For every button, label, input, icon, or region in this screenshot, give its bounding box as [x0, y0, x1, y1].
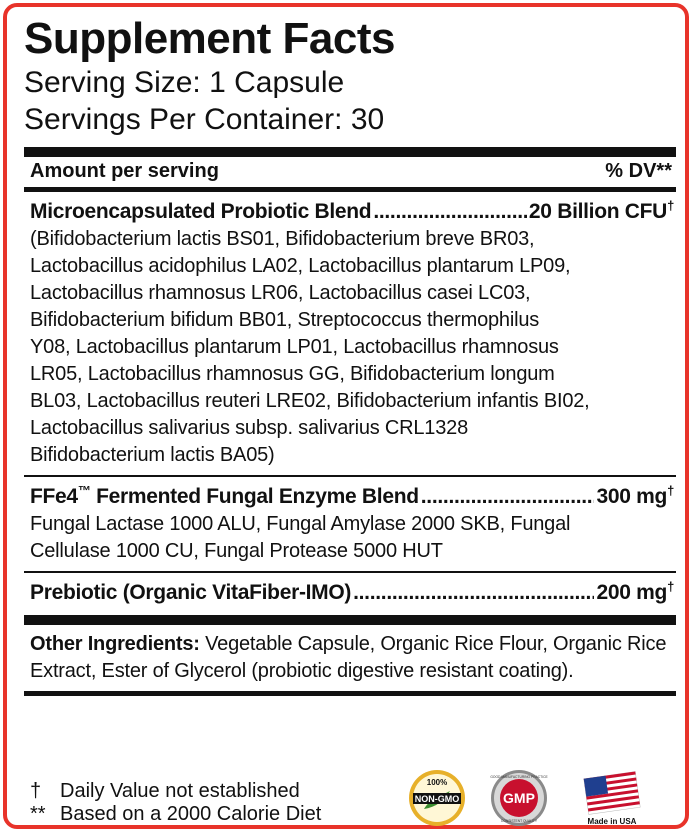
leader-dots	[421, 483, 595, 511]
divider-medium	[24, 691, 676, 696]
footnote-symbol: †	[30, 780, 42, 802]
ingredient-line: Bifidobacterium lactis BA05)	[30, 444, 275, 466]
amount-header-row	[24, 157, 676, 187]
other-ingredients-label: Other Ingredients:	[30, 633, 200, 655]
blend-name: Prebiotic (Organic VitaFiber-IMO)	[30, 581, 352, 604]
dagger-mark: †	[667, 198, 674, 213]
blend-ingredients	[30, 511, 674, 565]
dagger-mark: †	[667, 579, 674, 594]
ingredient-line: Lactobacillus salivarius subsp. salivarius CRL1328	[30, 417, 468, 439]
enzyme-blend	[24, 477, 676, 571]
footnote-text: Daily Value not established	[60, 780, 300, 802]
gmo-main-text: NON-GMO	[414, 794, 460, 804]
divider-thick	[24, 147, 676, 157]
ingredient-line: Y08, Lactobacillus plantarum LP01, Lactobacillus rhamnosus	[30, 336, 559, 358]
leader-dots	[373, 198, 527, 226]
blend-name: FFe4™ Fermented Fungal Enzyme Blend	[30, 483, 419, 508]
blend-ingredients	[30, 226, 674, 469]
supplement-facts-panel	[24, 14, 676, 696]
trademark-mark: ™	[77, 483, 91, 498]
footnote-text: Based on a 2000 Calorie Diet	[60, 803, 322, 825]
footnotes	[30, 780, 321, 826]
ingredient-line: (Bifidobacterium lactis BS01, Bifidobacterium breve BR03,	[30, 228, 535, 250]
other-ingredients	[24, 625, 676, 691]
leader-dots	[353, 579, 594, 607]
gmo-top-text: 100%	[426, 778, 448, 787]
panel-title: Supplement Facts	[24, 14, 395, 63]
footnote-row	[30, 803, 321, 826]
non-gmo-badge-icon	[408, 769, 466, 827]
gmp-ring-top-text: GOOD MANUFACTURING PRACTICE	[490, 775, 548, 779]
blend-name: Microencapsulated Probiotic Blend	[30, 200, 372, 223]
ingredient-line: LR05, Lactobacillus rhamnosus GG, Bifidobacterium longum	[30, 363, 555, 385]
blend-header	[30, 483, 674, 511]
blend-amount: 300 mg†	[596, 483, 674, 508]
ingredient-line: BL03, Lactobacillus reuteri LRE02, Bifidobacterium infantis BI02,	[30, 390, 590, 412]
dv-header: % DV**	[605, 160, 672, 182]
footnote-row	[30, 780, 321, 803]
ingredient-line: Lactobacillus rhamnosus LR06, Lactobacillus casei LC03,	[30, 282, 531, 304]
usa-flag-icon	[580, 769, 644, 827]
gmp-main-text: GMP	[503, 790, 535, 806]
ingredient-line: Fungal Lactase 1000 ALU, Fungal Amylase 2000 SKB, Fungal	[30, 513, 571, 535]
servings-per-container: Servings Per Container: 30	[24, 103, 385, 136]
gmp-badge-icon	[490, 769, 548, 827]
usa-caption: Made in USA	[587, 817, 637, 826]
ingredient-line: Bifidobacterium bifidum BB01, Streptococcus thermophilus	[30, 309, 540, 331]
ingredient-line: Lactobacillus acidophilus LA02, Lactobacillus plantarum LP09,	[30, 255, 571, 277]
probiotic-blend	[24, 192, 676, 475]
blend-amount: 20 Billion CFU†	[528, 198, 674, 223]
footnote-symbol: **	[30, 803, 46, 825]
serving-size: Serving Size: 1 Capsule	[24, 66, 345, 99]
other-ingredients-text: Vegetable Capsule, Organic Rice Flour, Organic Rice Extract, Ester of Glycerol (probiotic digestive resistant coating).	[30, 633, 667, 682]
divider-thick	[24, 615, 676, 625]
blend-header	[30, 579, 674, 607]
amount-per-serving-label: Amount per serving	[30, 160, 219, 182]
dagger-mark: †	[667, 483, 674, 498]
blend-amount: 200 mg†	[596, 579, 674, 604]
blend-header	[30, 198, 674, 226]
prebiotic-blend	[24, 573, 676, 613]
gmp-ring-bottom-text: CONSISTENT QUALITY	[500, 819, 538, 823]
ingredient-line: Cellulase 1000 CU, Fungal Protease 5000 HUT	[30, 540, 443, 562]
